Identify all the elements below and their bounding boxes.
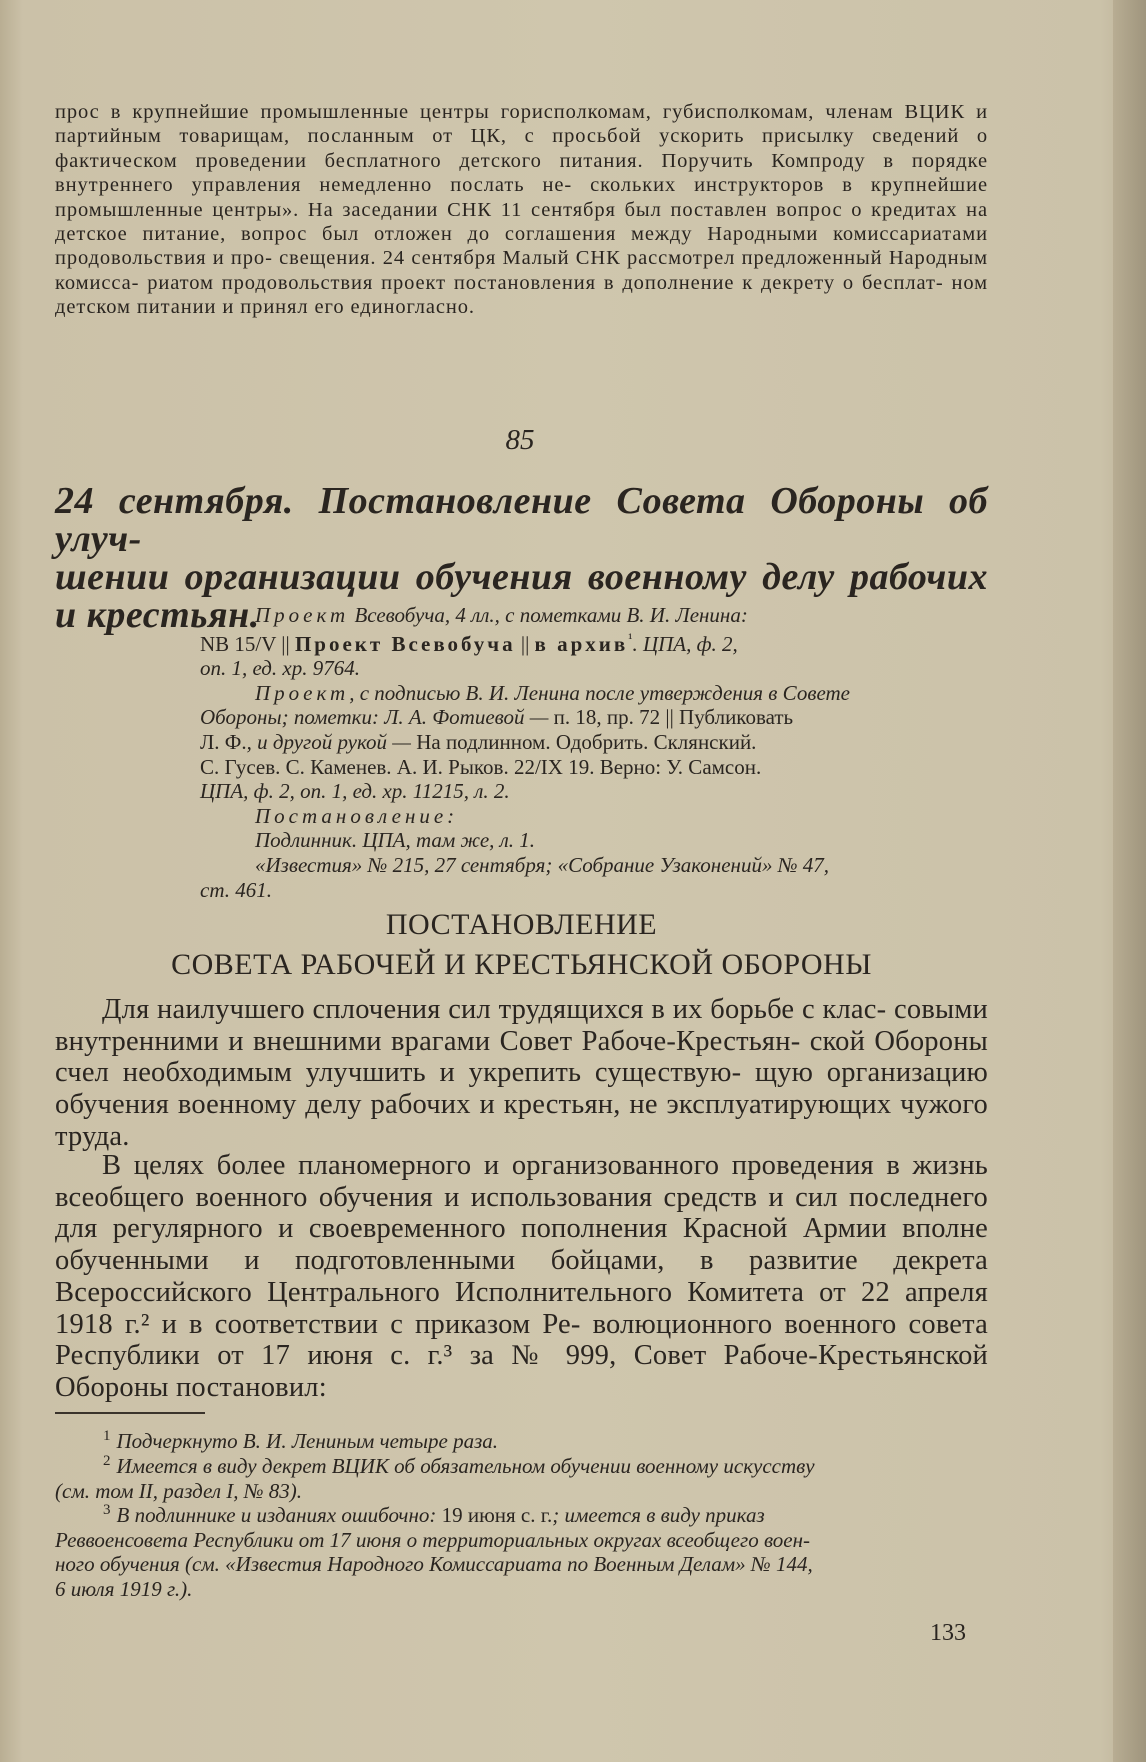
intro-line: риатом продовольствия проект постановления в дополнение к декрету о бесплат- xyxy=(147,271,944,294)
intro-line: присылку сведений о фактическом проведении бесплатного детского питания. xyxy=(55,125,988,172)
source-line: Л. Ф., и другой рукой — На подлинном. Одобрить. Склянский. xyxy=(200,729,757,754)
title-line-1: ПОСТАНОВЛЕНИЕ xyxy=(385,908,658,941)
source-line: «Известия» № 215, 27 сентября; «Собрание Узаконений» № 47, xyxy=(255,852,830,877)
document-number: 85 xyxy=(505,424,535,456)
intro-line: членам ВЦИК и партийным товарищам, посланным от ЦК, с просьбой ускорить xyxy=(55,101,988,148)
heading-line: шении организации обучения военному делу рабочих xyxy=(55,556,988,598)
source-notes xyxy=(200,603,988,902)
body-paragraph-2: В целях более планомерного и организованного проведения в жизнь всеобщего военного обучения и использования средств и сил последнего для регулярного и своевременного пополнения Красной Армии вполне обученными и подготовленными бойцами, в развитие декрета Всероссийского Центрального Исполнительного Комитета от 22 апреля 1918 г.² и в соответствии с приказом Ре- волюционного военного совета Республики от 17 июня с. г.³ за № 999, Совет Рабоче-Крестьянской Обороны постановил: xyxy=(55,1150,989,1403)
source-line: ЦПА, ф. 2, оп. 1, ед. хр. 11215, л. 2. xyxy=(200,779,510,804)
intro-line: свещения. 24 сентября Малый СНК рассмотрел предложенный Народным комисса- xyxy=(55,247,988,294)
source-line: ст. 461. xyxy=(200,877,272,902)
page-number: 133 xyxy=(930,1620,966,1646)
heading-line: 24 сентября. Постановление Совета Обороны об улуч- xyxy=(55,480,988,560)
footnote-1: $^1$ Подчеркнуто В. И. Лениным четыре раза. xyxy=(103,1428,499,1453)
source-line: Постановление: xyxy=(255,803,459,828)
intro-line: скольких инструкторов в крупнейшие промышленные центры». На заседании xyxy=(55,174,988,221)
book-binding-edge xyxy=(1113,0,1146,1762)
source-line: Проект, с подписью В. И. Ленина после утверждения в Совете xyxy=(255,680,850,705)
source-line: Проект Всевобуча, 4 лл., с пометками В. И. Ленина: xyxy=(255,603,748,627)
source-line: NB 15/V || Проект Всевобуча || в архив$^{^1}$. ЦПА, ф. 2, xyxy=(200,631,738,656)
intro-line: отложен до соглашения между Народными комиссариатами продовольствия и про- xyxy=(55,223,989,270)
source-line: Подлинник. ЦПА, там же, л. 1. xyxy=(255,828,536,853)
intro-line: ном детском питании и принял его единогласно. xyxy=(55,271,988,319)
source-line: Обороны; пометки: Л. А. Фотиевой — п. 18, пр. 72 || Публиковать xyxy=(200,705,794,730)
intro-line: СНК 11 сентября был поставлен вопрос о кредитах на детское питание, вопрос был xyxy=(55,198,988,246)
intro-paragraph xyxy=(55,100,988,320)
body-paragraph-1: Для наилучшего сплочения сил трудящихся в их борьбе с клас- совыми внутренними и внешними врагами Совет Рабоче-Крестьян- ской Обороны счел необходимым улучшить и укрепить существую- щую организацию обучения военному делу рабочих и крестьян, не эксплуатирующих чужого труда. xyxy=(55,994,989,1152)
source-line: С. Гусев. С. Каменев. А. И. Рыков. 22/IX 19. Верно: У. Самсон. xyxy=(200,754,762,779)
heading-line: и крестьян. xyxy=(55,594,260,636)
source-line: оп. 1, ед. хр. 9764. xyxy=(200,656,360,681)
footnote-divider xyxy=(55,1412,205,1414)
title-line-2: СОВЕТА РАБОЧЕЙ И КРЕСТЬЯНСКОЙ ОБОРОНЫ xyxy=(171,948,872,981)
intro-line: Поручить Компроду в порядке внутреннего управления немедленно послать не- xyxy=(55,149,989,197)
footnote-3: $^3$ В подлиннике и изданиях ошибочно: 19 июня с. г.; имеется в виду приказ Реввоенсовета Республики от 17 июня о территориальных округах всеобщего воен- ного обучения (см. «Известия Народного Комиссариата по Военным Делам» № 144, 6 июля 1919 г.). xyxy=(55,1502,813,1601)
intro-line: прос в крупнейшие промышленные центры горисполкомам, губисполкомам, xyxy=(55,101,815,123)
footnote-2: $^2$ Имеется в виду декрет ВЦИК об обязательном обучении военному искусству (см. том II, раздел I, № 83). xyxy=(55,1453,815,1503)
